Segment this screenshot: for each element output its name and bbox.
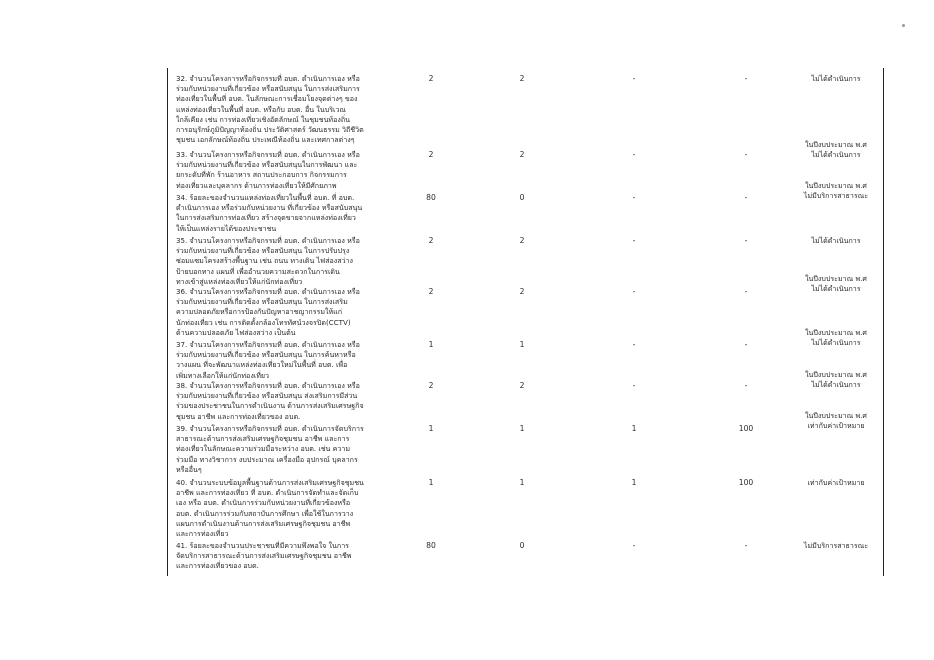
- percent-value: -: [744, 381, 748, 390]
- remark: ในปีงบประมาณ พ.ศ ไม่ได้ดำเนินการ: [805, 274, 867, 294]
- target-value: 2: [428, 74, 434, 83]
- percent-value: -: [744, 193, 748, 202]
- indicator-description: 38. จำนวนโครงการหรือกิจกรรมที่ อบต. ดำเนินการเอง หรือ ร่วมกับหน่วยงานที่เกี่ยวข้อง หรือสนับสนุน ส่งเสริมการมีส่วน ร่วมของประชาชนในการดำเนินงาน ด้านการส่งเสริมเศรษฐกิจ ชุมชน อาชีพ และการท่องเที่ยวของ อบต.: [176, 381, 364, 421]
- result-value: -: [632, 340, 636, 349]
- remark: ในปีงบประมาณ พ.ศ ไม่ได้ดำเนินการ: [805, 140, 867, 160]
- percent-value: -: [744, 150, 748, 159]
- indicator-description: 34. ร้อยละของจำนวนแหล่งท่องเที่ยวในพื้นที่ อบต. ที่ อบต. ดำเนินการเอง หรือร่วมกับหน่วยงาน ที่เกี่ยวข้อง หรือสนับสนุน ในการส่งเสริมการท่องเที่ยว สร้างจุดขายจากแหล่งท่องเที่ยว ให้เป็นแหล่งรายได้ของประชาชน: [176, 193, 363, 233]
- target-value: 1: [428, 340, 434, 349]
- target-value: 80: [426, 541, 436, 550]
- result-value: -: [632, 287, 636, 296]
- target-value: 80: [426, 193, 436, 202]
- table-left-border: [167, 68, 168, 576]
- count-value: 1: [519, 478, 525, 487]
- percent-value: -: [744, 74, 748, 83]
- count-value: 2: [519, 150, 525, 159]
- indicator-description: 39. จำนวนโครงการหรือกิจกรรมที่ อบต. ดำเนินการจัดบริการ สาธารณะด้านการส่งเสริมเศรษฐกิจชุมชน อาชีพ และการ ท่องเที่ยวในลักษณะความร่วมมือระหว่าง อบต. เช่น ความ ร่วมมือ ทางวิชาการ งบประมาณ เครื่องมือ อุปกรณ์ บุคลากร หรืออื่นๆ: [176, 424, 364, 474]
- indicator-description: 36. จำนวนโครงการหรือกิจกรรมที่ อบต. ดำเนินการเอง หรือ ร่วมกับหน่วยงานที่เกี่ยวข้อง หรือสนับสนุน ในการส่งเสริม ความปลอดภัยหรือการป้องกันปัญหาอาชญากรรมให้แก่ นักท่องเที่ยว เช่น การติดตั้งกล้องโทรทัศน์วงจรปิด(CCTV) ด้านความปลอดภัย ไฟส่องสว่าง เป็นต้น: [176, 287, 360, 337]
- target-value: 2: [428, 287, 434, 296]
- indicator-description: 33. จำนวนโครงการหรือกิจกรรมที่ อบต. ดำเนินการเอง หรือ ร่วมกับหน่วยงานที่เกี่ยวข้อง หรือสนับสนุนในการพัฒนา และ ยกระดับที่พัก ร้านอาหาร สถานประกอบการ กิจกรรมการ ท่องเที่ยวและบุคลากร ด้านการท่องเที่ยวให้มีศักยภาพ: [176, 150, 360, 190]
- count-value: 1: [519, 340, 525, 349]
- percent-value: -: [744, 541, 748, 550]
- result-value: -: [632, 541, 636, 550]
- indicator-description: 40. จำนวนระบบข้อมูลพื้นฐานด้านการส่งเสริมเศรษฐกิจชุมชน อาชีพ และการท่องเที่ยว ที่ อบต. ดำเนินการจัดทำและจัดเก็บ เอง หรือ อบต. ดำเนินการร่วมกับหน่วยงานที่เกี่ยวข้องหรือ อบต. ดำเนินการร่วมกับสถาบันการศึกษา เพื่อใช้ในการวาง แผนการดำเนินงานด้านการส่งเสริมเศรษฐกิจชุมชน อาชีพ และการท่องเที่ยว: [176, 478, 364, 539]
- target-value: 2: [428, 381, 434, 390]
- count-value: 0: [519, 193, 525, 202]
- remark: ในปีงบประมาณ พ.ศ ไม่ได้ดำเนินการ: [805, 328, 867, 348]
- result-value: -: [632, 150, 636, 159]
- count-value: 0: [519, 541, 525, 550]
- remark: ในปีงบประมาณ พ.ศ ไม่มีบริการสาธารณะ: [803, 181, 869, 201]
- result-value: 1: [631, 424, 637, 433]
- result-value: -: [632, 381, 636, 390]
- target-value: 2: [428, 150, 434, 159]
- percent-value: 100: [738, 424, 754, 433]
- result-value: 1: [631, 478, 637, 487]
- target-value: 1: [428, 478, 434, 487]
- indicator-description: 41. ร้อยละของจำนวนประชาชนที่มีความพึงพอใจ ในการ จัดบริการสาธารณะด้านการส่งเสริมเศรษฐกิจชุมชน อาชีพ และการท่องเที่ยวของ อบต.: [176, 541, 352, 571]
- remark: ในปีงบประมาณ พ.ศ ไม่ได้ดำเนินการ: [805, 370, 867, 390]
- count-value: 2: [519, 381, 525, 390]
- remark: ไม่ได้ดำเนินการ: [811, 236, 861, 245]
- result-value: -: [632, 74, 636, 83]
- indicator-description: 35. จำนวนโครงการหรือกิจกรรมที่ อบต. ดำเนินการเอง หรือ ร่วมกับหน่วยงานที่เกี่ยวข้อง หรือสนับสนุน ในการปรับปรุง ซ่อมแซมโครงสร้างพื้นฐาน เช่น ถนน ทางเดิน ไฟส่องสว่าง ป้ายบอกทาง แผนที่ เพื่ออำนวยความสะดวกในการเดิน ทางเข้าสู่แหล่งท่องเที่ยวให้แก่นักท่องเที่ยว: [176, 236, 360, 286]
- count-value: 2: [519, 74, 525, 83]
- percent-value: -: [744, 287, 748, 296]
- remark: ในปีงบประมาณ พ.ศ เท่ากับค่าเป้าหมาย: [805, 411, 867, 431]
- percent-value: -: [744, 340, 748, 349]
- indicator-description: 32. จำนวนโครงการหรือกิจกรรมที่ อบต. ดำเนินการเอง หรือ ร่วมกับหน่วยงานที่เกี่ยวข้อง หรือสนับสนุน ในการส่งเสริมการ ท่องเที่ยวในพื้นที่ อบต. ในลักษณะการเชื่อมโยงจุดต่างๆ ของ แหล่งท่องเที่ยวในพื้นที่ อบต. หรือกับ อบต. อื่น ในบริเวณ ใกล้เคียง เช่น การท่องเที่ยวเชิงอัตลักษณ์ ในชุมชนท้องถิ่น การอนุรักษ์ภูมิปัญญาท้องถิ่น ประวัติศาสตร์ วัฒนธรรม วิถีชีวิต ชุมชน เอกลักษณ์ท้องถิ่น ประเพณีท้องถิ่น และเทศกาลต่างๆ: [176, 74, 364, 145]
- indicator-description: 37. จำนวนโครงการหรือกิจกรรมที่ อบต. ดำเนินการเอง หรือ ร่วมกับหน่วยงานที่เกี่ยวข้อง หรือสนับสนุน ในการค้นหาหรือ วางแผน ที่จะพัฒนาแหล่งท่องเที่ยวใหม่ในพื้นที่ อบต. เพื่อ เพิ่มทางเลือกให้แก่นักท่องเที่ยว: [176, 340, 360, 380]
- count-value: 1: [519, 424, 525, 433]
- remark: ไม่ได้ดำเนินการ: [811, 74, 861, 83]
- percent-value: -: [744, 236, 748, 245]
- count-value: 2: [519, 236, 525, 245]
- percent-value: 100: [738, 478, 754, 487]
- count-value: 2: [519, 287, 525, 296]
- result-value: -: [632, 193, 636, 202]
- remark: เท่ากับค่าเป้าหมาย: [807, 478, 865, 487]
- result-value: -: [632, 236, 636, 245]
- target-value: 2: [428, 236, 434, 245]
- remark: ไม่มีบริการสาธารณะ: [803, 541, 869, 550]
- scan-speck: [902, 24, 905, 27]
- table-right-border: [883, 68, 884, 576]
- target-value: 1: [428, 424, 434, 433]
